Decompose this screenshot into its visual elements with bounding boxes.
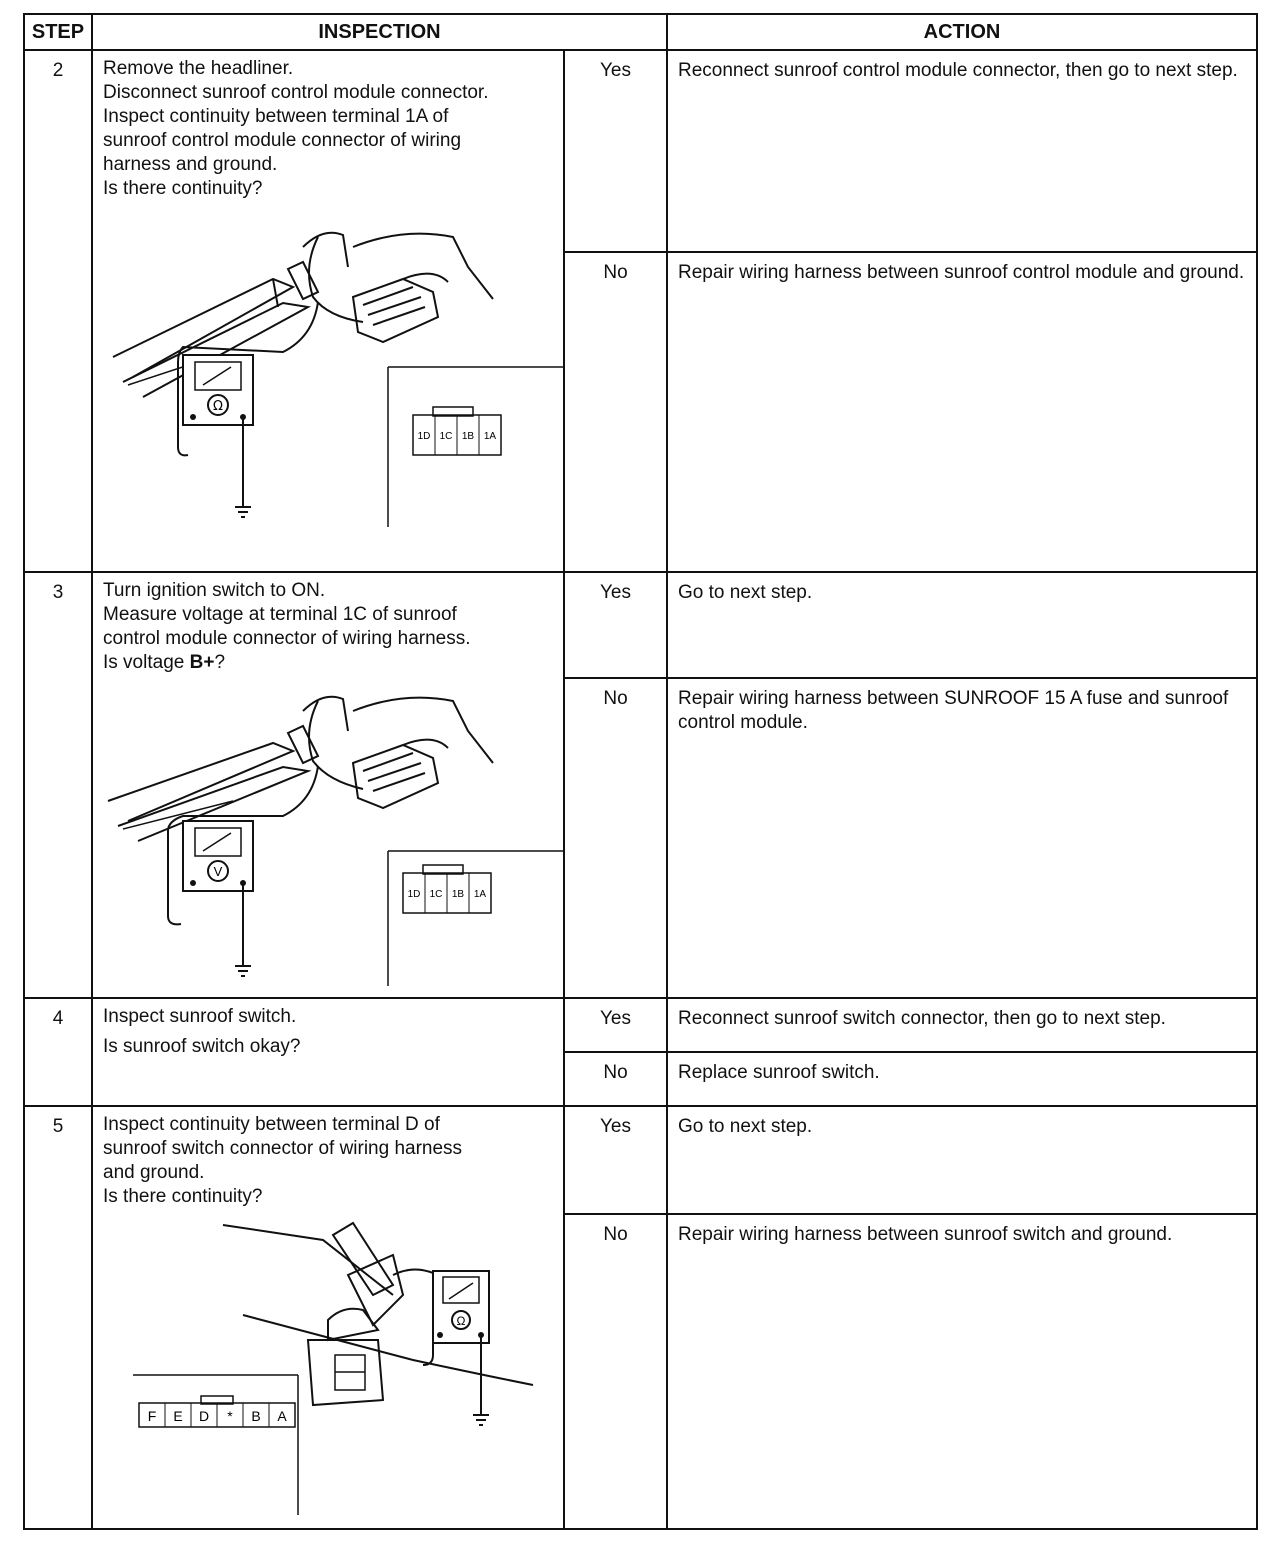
connector-diagram xyxy=(403,865,491,913)
action-yes: Go to next step. xyxy=(667,572,1257,678)
inspection-line: Disconnect sunroof control module connector. xyxy=(103,82,489,103)
step-number: 5 xyxy=(24,1106,92,1529)
inspection-line: Is sunroof switch okay? xyxy=(103,1036,301,1057)
action-no: Repair wiring harness between sunroof switch and ground. xyxy=(667,1214,1257,1529)
connector-diagram xyxy=(413,407,501,455)
action-yes: Reconnect sunroof control module connector, then go to next step. xyxy=(667,50,1257,252)
meter-symbol: Ω xyxy=(213,399,223,414)
terminal-label: 1B xyxy=(451,889,465,900)
answer-no: No xyxy=(564,1214,667,1529)
answer-no: No xyxy=(564,252,667,572)
table-row xyxy=(24,50,1257,252)
terminal-label: D xyxy=(198,1408,210,1424)
terminal-label: 1A xyxy=(473,889,487,900)
inspection-line: Inspect continuity between terminal D of xyxy=(103,1114,440,1135)
switch-continuity-diagram xyxy=(103,1215,563,1525)
step-number: 3 xyxy=(24,572,92,998)
answer-no: No xyxy=(564,1052,667,1106)
inspection-line: Measure voltage at terminal 1C of sunroof xyxy=(103,604,457,625)
terminal-label: 1B xyxy=(461,431,475,442)
terminal-label: 1D xyxy=(407,889,421,900)
terminal-label: * xyxy=(227,1408,233,1424)
inspection-line: sunroof control module connector of wiring xyxy=(103,130,462,151)
action-yes: Go to next step. xyxy=(667,1106,1257,1214)
question-suffix: ? xyxy=(214,652,226,673)
answer-no: No xyxy=(564,678,667,998)
inspection-line: harness and ground. xyxy=(103,154,278,175)
voltmeter-module-diagram xyxy=(103,681,563,991)
terminal-label: E xyxy=(173,1408,183,1424)
inspection-line: Remove the headliner. xyxy=(103,58,294,79)
inspection-line xyxy=(103,651,555,675)
header-row xyxy=(24,14,1257,50)
action-no: Replace sunroof switch. xyxy=(667,1052,1257,1106)
header-action: ACTION xyxy=(667,14,1257,50)
inspection-cell xyxy=(92,1106,564,1529)
table-row xyxy=(24,998,1257,1052)
inspection-line: Inspect sunroof switch. xyxy=(103,1006,297,1027)
inspection-cell xyxy=(92,572,564,998)
inspection-table xyxy=(23,13,1258,1530)
answer-yes: Yes xyxy=(564,572,667,678)
meter-icon xyxy=(433,1271,489,1425)
answer-yes: Yes xyxy=(564,50,667,252)
meter-icon xyxy=(183,355,253,517)
step-number: 4 xyxy=(24,998,92,1106)
connector-diagram xyxy=(139,1396,295,1427)
terminal-label: 1A xyxy=(483,431,497,442)
action-yes: Reconnect sunroof switch connector, then go to next step. xyxy=(667,998,1257,1052)
meter-symbol: V xyxy=(213,864,223,879)
terminal-label: 1C xyxy=(429,889,443,900)
inspection-cell xyxy=(92,50,564,572)
table-row xyxy=(24,572,1257,678)
step-number: 2 xyxy=(24,50,92,572)
ohmmeter-module-diagram xyxy=(103,207,563,567)
table-row xyxy=(24,1106,1257,1214)
terminal-label: A xyxy=(277,1408,287,1424)
inspection-line: Is there continuity? xyxy=(103,178,263,199)
header-inspection: INSPECTION xyxy=(92,14,667,50)
inspection-line: sunroof switch connector of wiring harness xyxy=(103,1138,463,1159)
inspection-line: control module connector of wiring harness. xyxy=(103,628,471,649)
terminal-label: 1D xyxy=(417,431,431,442)
question-text: Is voltage xyxy=(103,652,190,673)
answer-yes: Yes xyxy=(564,998,667,1052)
action-no: Repair wiring harness between sunroof control module and ground. xyxy=(667,252,1257,572)
meter-icon xyxy=(183,821,253,976)
terminal-label: 1C xyxy=(439,431,453,442)
inspection-line: Inspect continuity between terminal 1A of xyxy=(103,106,449,127)
terminal-label: F xyxy=(147,1408,157,1424)
inspection-line: and ground. xyxy=(103,1162,205,1183)
inspection-line: Is there continuity? xyxy=(103,1186,263,1207)
answer-yes: Yes xyxy=(564,1106,667,1214)
terminal-label: B xyxy=(251,1408,261,1424)
meter-symbol: Ω xyxy=(456,1314,466,1328)
question-bold: B+ xyxy=(189,652,215,673)
inspection-line: Turn ignition switch to ON. xyxy=(103,580,326,601)
inspection-cell xyxy=(92,998,564,1106)
header-step: STEP xyxy=(24,14,92,50)
action-no: Repair wiring harness between SUNROOF 15 A fuse and sunroof control module. xyxy=(667,678,1257,998)
